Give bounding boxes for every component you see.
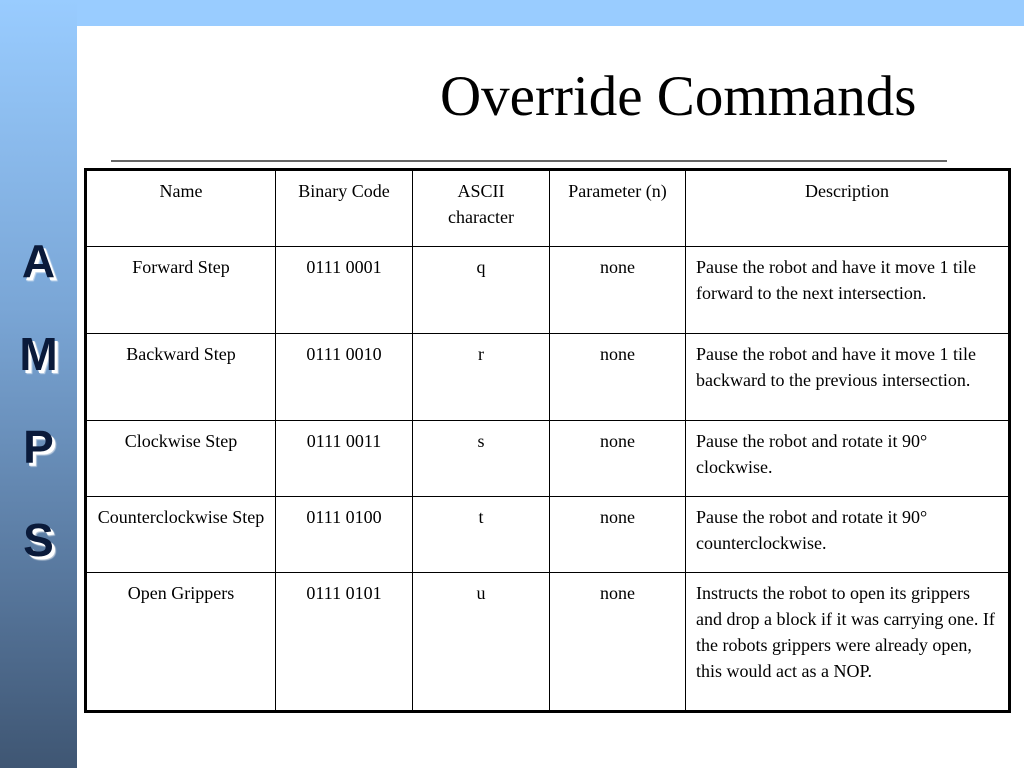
title-divider — [111, 160, 947, 162]
slide-title: Override Commands — [440, 65, 917, 128]
cell-binary-code: 0111 0001 — [276, 247, 413, 334]
cell-name: Counterclockwise Step — [86, 497, 276, 573]
table-header-row — [86, 170, 1010, 247]
cell-parameter: none — [550, 497, 686, 573]
cell-description: Pause the robot and rotate it 90° clockwise. — [686, 421, 1010, 497]
table-row — [86, 334, 1010, 421]
cell-binary-code: 0111 0100 — [276, 497, 413, 573]
cell-binary-code: 0111 0101 — [276, 573, 413, 712]
cell-binary-code: 0111 0010 — [276, 334, 413, 421]
cell-description: Instructs the robot to open its grippers and drop a block if it was carrying one. If the robots grippers were already open, this would act as a NOP. — [686, 573, 1010, 712]
cell-description: Pause the robot and have it move 1 tile forward to the next intersection. — [686, 247, 1010, 334]
table-row — [86, 497, 1010, 573]
commands-table-wrapper — [84, 168, 1008, 713]
header-parameter: Parameter (n) — [550, 170, 686, 247]
cell-ascii: t — [413, 497, 550, 573]
side-letter-a: A — [21, 235, 56, 287]
side-letter-s: S — [23, 514, 54, 566]
cell-parameter: none — [550, 421, 686, 497]
cell-ascii: q — [413, 247, 550, 334]
side-letter-m: M — [19, 328, 58, 380]
cell-name: Open Grippers — [86, 573, 276, 712]
cell-name: Backward Step — [86, 334, 276, 421]
header-name: Name — [86, 170, 276, 247]
header-ascii-character: ASCII character — [413, 170, 550, 247]
cell-ascii: u — [413, 573, 550, 712]
top-band — [0, 0, 1024, 26]
table-row — [86, 247, 1010, 334]
side-letter-p: P — [23, 421, 54, 473]
table-row — [86, 421, 1010, 497]
table-row — [86, 573, 1010, 712]
cell-ascii: s — [413, 421, 550, 497]
side-letters — [0, 232, 77, 604]
cell-parameter: none — [550, 334, 686, 421]
header-description: Description — [686, 170, 1010, 247]
cell-parameter: none — [550, 573, 686, 712]
header-binary-code: Binary Code — [276, 170, 413, 247]
cell-ascii: r — [413, 334, 550, 421]
cell-description: Pause the robot and rotate it 90° counterclockwise. — [686, 497, 1010, 573]
cell-description: Pause the robot and have it move 1 tile backward to the previous intersection. — [686, 334, 1010, 421]
cell-name: Forward Step — [86, 247, 276, 334]
cell-name: Clockwise Step — [86, 421, 276, 497]
cell-parameter: none — [550, 247, 686, 334]
commands-table — [84, 168, 1011, 713]
cell-binary-code: 0111 0011 — [276, 421, 413, 497]
